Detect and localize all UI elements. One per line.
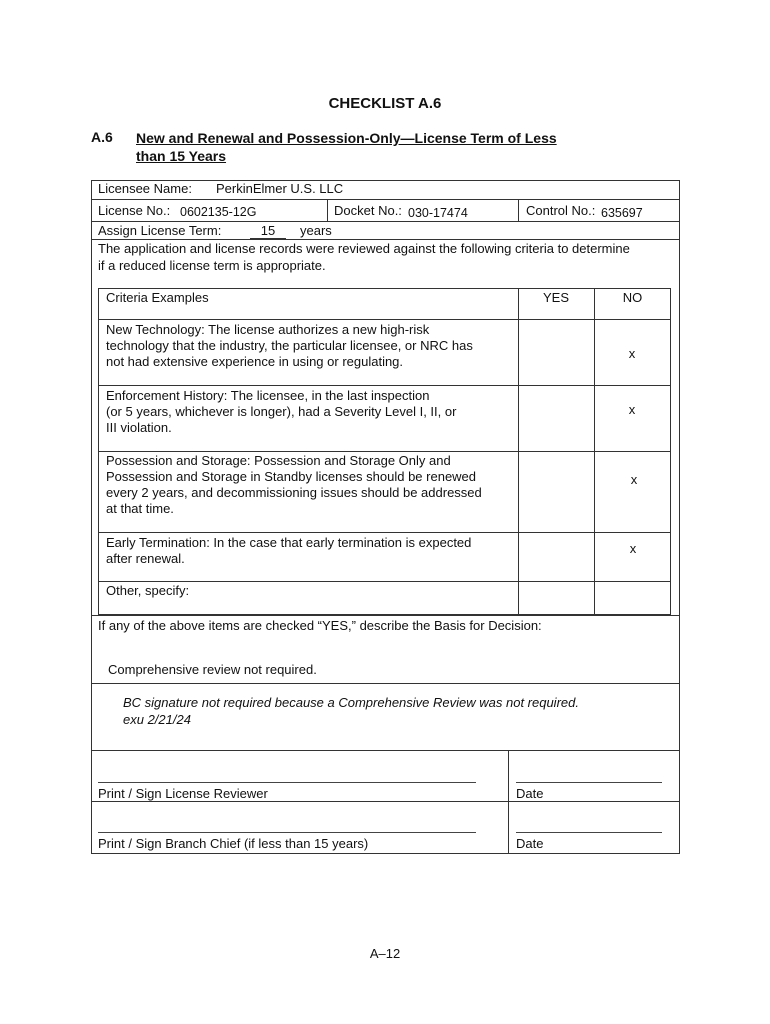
licensee-name-value[interactable]: PerkinElmer U.S. LLC [216, 181, 344, 196]
divider [327, 199, 328, 221]
divider [91, 615, 680, 616]
basis-answer[interactable]: Comprehensive review not required. [108, 662, 317, 677]
criteria-row-new-technology: New Technology: The license authorizes a new high-risk technology that the industry, the particular licensee, or NRC has not had extensive experience in using or regulating. [106, 322, 473, 369]
reviewer-date-label: Date [516, 786, 544, 801]
basis-prompt: If any of the above items are checked “YES,” describe the Basis for Decision: [98, 618, 542, 633]
checklist-title: CHECKLIST A.6 [328, 95, 442, 112]
section-title-line-1: New and Renewal and Possession-Only—License Term of Less [136, 130, 557, 146]
criteria-row-enforcement-history: Enforcement History: The licensee, in the last inspection (or 5 years, whichever is longer), had a Severity Level I, II, or III violation. [106, 388, 457, 435]
no-checkbox-enforcement-history[interactable]: x [628, 402, 636, 417]
divider [508, 750, 509, 854]
docket-no-value[interactable]: 030-17474 [408, 206, 468, 220]
criteria-header: Criteria Examples [106, 290, 209, 305]
divider [98, 319, 671, 320]
page-number: A–12 [369, 946, 401, 961]
chief-signature-line[interactable] [98, 832, 476, 833]
no-checkbox-possession-storage[interactable]: x [630, 472, 638, 487]
chief-signature-label: Print / Sign Branch Chief (if less than 15 years) [98, 836, 369, 851]
note-line-1: BC signature not required because a Comprehensive Review was not required. [123, 695, 579, 710]
license-no-label: License No.: [98, 203, 171, 218]
criteria-row-possession-storage: Possession and Storage: Possession and Storage Only and Possession and Storage in Standby licenses should be renewed every 2 years, and decommissioning issues should be addressed at that time. [106, 453, 482, 516]
divider [91, 683, 680, 684]
no-checkbox-new-technology[interactable]: x [628, 346, 636, 361]
divider [98, 581, 671, 582]
intro-text-line-2: if a reduced license term is appropriate. [98, 258, 326, 273]
section-title-line-2: than 15 Years [136, 148, 227, 164]
reviewer-signature-label: Print / Sign License Reviewer [98, 786, 268, 801]
divider [91, 750, 680, 751]
reviewer-date-line[interactable] [516, 782, 662, 783]
license-term-unit: years [300, 223, 332, 238]
section-title [136, 129, 616, 165]
divider [91, 199, 680, 200]
divider [98, 451, 671, 452]
criteria-row-other: Other, specify: [106, 583, 190, 598]
control-no-label: Control No.: [526, 203, 596, 218]
license-term-value[interactable]: 15 [250, 223, 286, 239]
licensee-name-label: Licensee Name: [98, 181, 192, 196]
section-number: A.6 [91, 129, 113, 145]
intro-text-line-1: The application and license records were reviewed against the following criteria to determine [98, 241, 630, 256]
chief-date-label: Date [516, 836, 544, 851]
docket-no-label: Docket No.: [334, 203, 402, 218]
no-checkbox-early-termination[interactable]: x [629, 541, 637, 556]
reviewer-signature-line[interactable] [98, 782, 476, 783]
no-header: NO [622, 290, 643, 305]
divider [91, 239, 680, 240]
chief-date-line[interactable] [516, 832, 662, 833]
license-term-label: Assign License Term: [98, 223, 222, 238]
divider [98, 532, 671, 533]
divider [518, 199, 519, 221]
note-line-2: exu 2/21/24 [123, 712, 191, 727]
criteria-row-early-termination: Early Termination: In the case that early termination is expected after renewal. [106, 535, 472, 566]
divider [98, 385, 671, 386]
control-no-value[interactable]: 635697 [601, 206, 643, 220]
license-no-value[interactable]: 0602135-12G [180, 205, 257, 219]
divider [91, 221, 680, 222]
yes-header: YES [542, 290, 569, 305]
